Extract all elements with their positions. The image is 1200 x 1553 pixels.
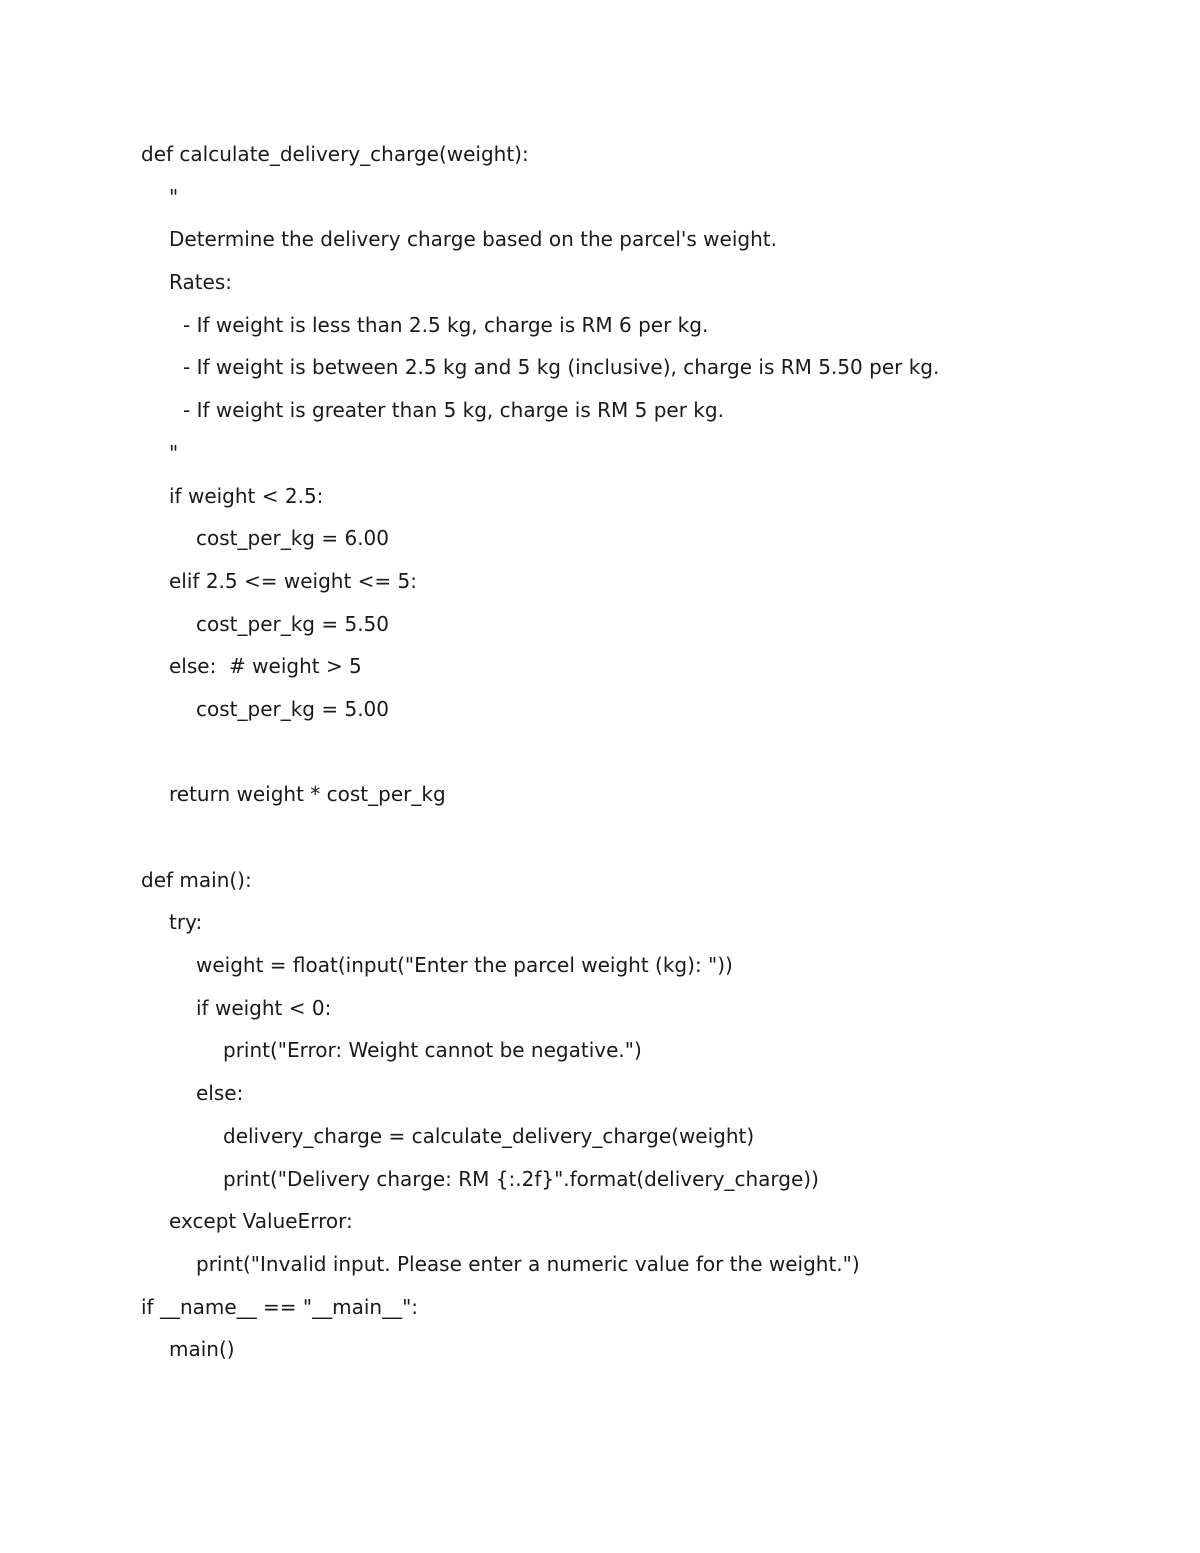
code-line: cost_per_kg = 5.50	[196, 611, 389, 636]
code-line: delivery_charge = calculate_delivery_charge(weight)	[223, 1123, 755, 1148]
code-line: "	[169, 440, 179, 465]
code-line: else: # weight > 5	[169, 654, 362, 679]
blank-line	[141, 819, 1141, 862]
code-line: def main():	[141, 867, 252, 892]
code-line: print("Error: Weight cannot be negative.")	[223, 1038, 642, 1063]
code-line: if __name__ == "__main__":	[141, 1294, 419, 1319]
code-line: - If weight is less than 2.5 kg, charge is RM 6 per kg.	[183, 312, 709, 337]
code-line: cost_per_kg = 6.00	[196, 526, 389, 551]
code-line: if weight < 0:	[196, 995, 332, 1020]
code-line: print("Delivery charge: RM {:.2f}".format(delivery_charge))	[223, 1166, 819, 1191]
code-line: "	[169, 184, 179, 209]
code-listing	[141, 136, 1141, 1374]
code-line: try:	[169, 910, 203, 935]
code-line: else:	[196, 1081, 244, 1106]
code-line: return weight * cost_per_kg	[169, 782, 446, 807]
code-line: except ValueError:	[169, 1209, 353, 1234]
code-line: Determine the delivery charge based on the parcel's weight.	[169, 227, 777, 252]
code-line: elif 2.5 <= weight <= 5:	[169, 568, 417, 593]
code-line: main()	[169, 1337, 235, 1362]
code-line: weight = float(input("Enter the parcel weight (kg): "))	[196, 953, 733, 978]
code-line: def calculate_delivery_charge(weight):	[141, 142, 529, 166]
code-line: - If weight is between 2.5 kg and 5 kg (inclusive), charge is RM 5.50 per kg.	[183, 355, 940, 380]
blank-line	[141, 734, 1141, 777]
code-line: cost_per_kg = 5.00	[196, 696, 389, 721]
code-line: - If weight is greater than 5 kg, charge is RM 5 per kg.	[183, 398, 724, 423]
code-line: print("Invalid input. Please enter a numeric value for the weight.")	[196, 1251, 860, 1276]
code-line: Rates:	[169, 270, 233, 295]
code-line: if weight < 2.5:	[169, 483, 324, 508]
